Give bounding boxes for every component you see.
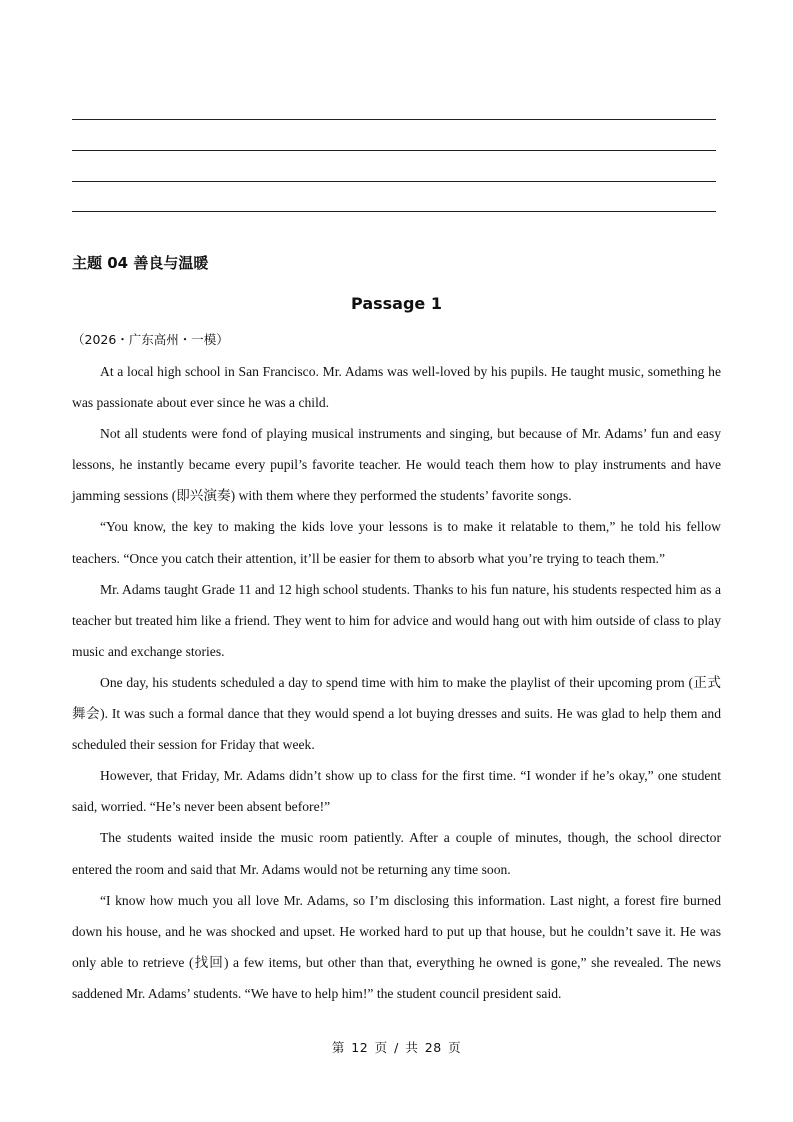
paragraph: One day, his students scheduled a day to spend time with him to make the playlist of their upcoming prom (正式舞会). It was such a formal dance that they would spend a lot buying dresses and suits. He was glad to help them and scheduled their session for Friday that week.	[72, 674, 721, 753]
topic-heading: 主题 04 善良与温暖	[72, 254, 209, 272]
passage-title: Passage 1	[351, 294, 442, 313]
answer-line	[72, 211, 716, 212]
paragraph: However, that Friday, Mr. Adams didn’t show up to class for the first time. “I wonder if he’s okay,” one student said, worried. “He’s never been absent before!”	[72, 768, 721, 815]
paragraph: “I know how much you all love Mr. Adams, so I’m disclosing this information. Last night, a forest fire burned down his house, and he was shocked and upset. He worked hard to put up that house, but he couldn’t save it. He was only able to retrieve (找回) a few items, but other than that, everything he owned is gone,” she revealed. The news saddened Mr. Adams’ students. “We have to help him!” the student council president said.	[72, 892, 721, 1001]
answer-line	[72, 119, 716, 120]
paragraph: Not all students were fond of playing musical instruments and singing, but because of Mr. Adams’ fun and easy lessons, he instantly became every pupil’s favorite teacher. He would teach them how to play instruments and have jamming sessions (即兴演奏) with them where they performed the students’ favorite songs.	[72, 426, 721, 504]
paragraph: The students waited inside the music room patiently. After a couple of minutes, though, the school director entered the room and said that Mr. Adams would not be returning any time soon.	[72, 830, 721, 877]
paragraph: At a local high school in San Francisco. Mr. Adams was well-loved by his pupils. He taught music, something he was passionate about ever since he was a child.	[72, 364, 721, 411]
paragraph: “You know, the key to making the kids love your lessons is to make it relatable to them,” he told his fellow teachers. “Once you catch their attention, it’ll be easier for them to absorb what you’re trying to teach them.”	[72, 519, 721, 566]
passage-source: （2026・广东高州・一模）	[72, 332, 229, 347]
answer-line	[72, 181, 716, 182]
page-footer: 第 12 页 / 共 28 页	[331, 1040, 462, 1055]
answer-line	[72, 150, 716, 151]
paragraph: Mr. Adams taught Grade 11 and 12 high school students. Thanks to his fun nature, his students respected him as a teacher but treated him like a friend. They went to him for advice and would hang out with him outside of class to play music and exchange stories.	[72, 581, 721, 659]
passage-body	[72, 356, 721, 1009]
